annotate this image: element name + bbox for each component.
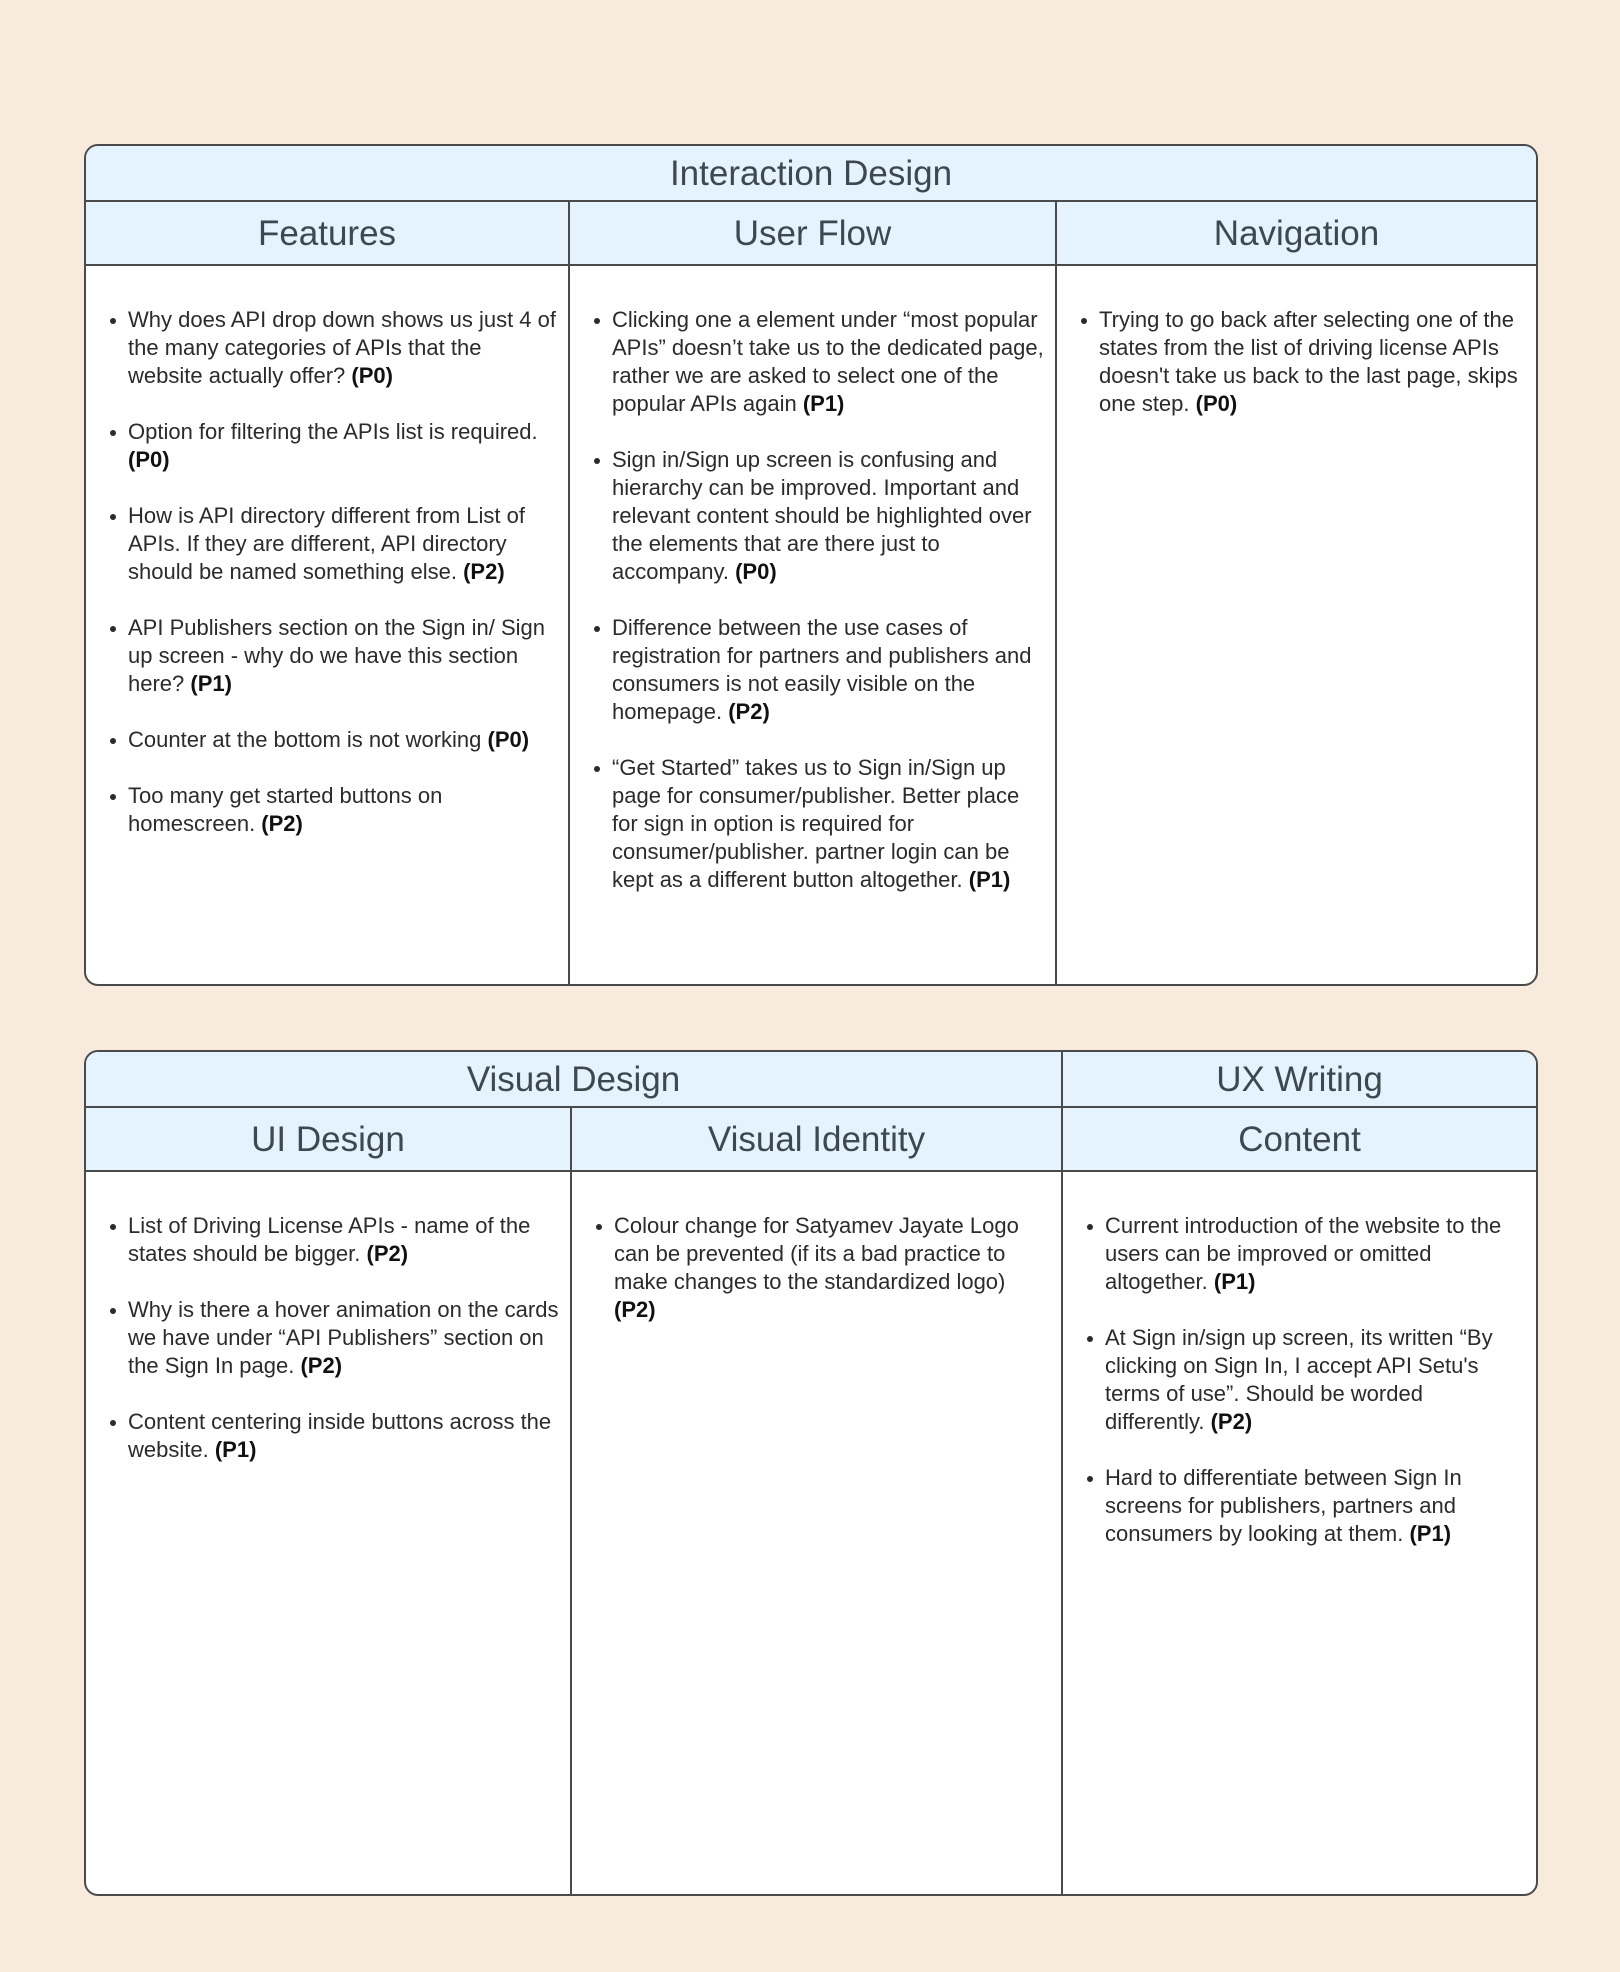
priority-tag: (P2) — [1210, 1409, 1253, 1434]
priority-tag: (P0) — [487, 727, 530, 752]
item-text: Counter at the bottom is not working — [128, 727, 488, 752]
visual-design-board — [84, 1050, 1538, 1896]
item-text: Current introduction of the website to the users can be improved or omitted altogether. — [1105, 1213, 1502, 1294]
list-item — [1099, 306, 1526, 418]
content-column — [1063, 1172, 1536, 1894]
item-text: API Publishers section on the Sign in/ Sign up screen - why do we have this section here? — [128, 615, 546, 696]
ux-writing-title: UX Writing — [1063, 1052, 1536, 1108]
list-item — [612, 306, 1045, 418]
item-text: Why does API drop down shows us just 4 of the many categories of APIs that the website actually offer? — [128, 307, 557, 388]
item-text: Trying to go back after selecting one of the states from the list of driving license APIs doesn't take us back to the last page, skips one step. — [1099, 307, 1518, 416]
item-text: Difference between the use cases of registration for partners and publishers and consumers is not easily visible on the homepage. — [612, 615, 1032, 724]
visual-identity-column — [572, 1172, 1063, 1894]
list-item — [1105, 1464, 1526, 1548]
interaction-design-title: Interaction Design — [86, 146, 1536, 202]
content-heading: Content — [1063, 1108, 1536, 1172]
item-text: Hard to differentiate between Sign In screens for publishers, partners and consumers by looking at them. — [1105, 1465, 1462, 1546]
ui-design-heading: UI Design — [86, 1108, 572, 1172]
features-column — [86, 266, 570, 984]
list-item — [614, 1212, 1051, 1324]
features-list — [104, 306, 558, 838]
list-item — [612, 614, 1045, 726]
priority-tag: (P1) — [1213, 1269, 1256, 1294]
priority-tag: (P1) — [1409, 1521, 1452, 1546]
content-list — [1081, 1212, 1526, 1548]
navigation-heading: Navigation — [1057, 202, 1536, 266]
item-text: Content centering inside buttons across the website. — [128, 1409, 552, 1462]
interaction-design-board — [84, 144, 1538, 986]
priority-tag: (P2) — [463, 559, 505, 584]
item-text: Too many get started buttons on homescreen. — [128, 783, 443, 836]
priority-tag: (P1) — [968, 867, 1011, 892]
list-item — [128, 418, 558, 474]
priority-tag: (P2) — [261, 811, 303, 836]
priority-tag: (P0) — [351, 363, 393, 388]
priority-tag: (P1) — [190, 671, 232, 696]
priority-tag: (P1) — [214, 1437, 257, 1462]
priority-tag: (P1) — [802, 391, 845, 416]
list-item — [128, 502, 558, 586]
list-item — [128, 306, 558, 390]
list-item — [128, 1408, 560, 1464]
user-flow-list — [588, 306, 1045, 894]
navigation-list — [1075, 306, 1526, 418]
navigation-column — [1057, 266, 1536, 984]
item-text: “Get Started” takes us to Sign in/Sign up page for consumer/publisher. Better place for sign in option is required for consumer/publisher. partner login can be kept as a different button altogether. — [612, 755, 1020, 892]
list-item — [1105, 1324, 1526, 1436]
item-text: List of Driving License APIs - name of the states should be bigger. — [128, 1213, 531, 1266]
list-item — [612, 446, 1045, 586]
visual-identity-heading: Visual Identity — [572, 1108, 1063, 1172]
priority-tag: (P2) — [614, 1297, 656, 1322]
list-item — [128, 1212, 560, 1268]
priority-tag: (P2) — [300, 1353, 343, 1378]
item-text: Option for filtering the APIs list is required. — [128, 419, 538, 444]
ui-design-list — [104, 1212, 560, 1464]
priority-tag: (P2) — [728, 699, 770, 724]
visual-identity-list — [590, 1212, 1051, 1324]
list-item — [128, 782, 558, 838]
ui-design-column — [86, 1172, 572, 1894]
item-text: Colour change for Satyamev Jayate Logo can be prevented (if its a bad practice to make changes to the standardized logo) — [614, 1213, 1019, 1294]
item-text: At Sign in/sign up screen, its written “By clicking on Sign In, I accept API Setu's terms of use”. Should be worded differently. — [1105, 1325, 1493, 1434]
item-text: Why is there a hover animation on the cards we have under “API Publishers” section on the Sign In page. — [128, 1297, 559, 1378]
priority-tag: (P0) — [735, 559, 777, 584]
list-item — [128, 614, 558, 698]
item-text: How is API directory different from List of APIs. If they are different, API directory should be named something else. — [128, 503, 525, 584]
priority-tag: (P0) — [128, 447, 170, 472]
user-flow-column — [570, 266, 1057, 984]
list-item — [1105, 1212, 1526, 1296]
features-heading: Features — [86, 202, 570, 266]
user-flow-heading: User Flow — [570, 202, 1057, 266]
list-item — [128, 726, 558, 754]
visual-design-title: Visual Design — [86, 1052, 1063, 1108]
list-item — [128, 1296, 560, 1380]
priority-tag: (P2) — [366, 1241, 409, 1266]
item-text: Clicking one a element under “most popular APIs” doesn’t take us to the dedicated page, rather we are asked to select one of the popular APIs again — [612, 307, 1044, 416]
item-text: Sign in/Sign up screen is confusing and hierarchy can be improved. Important and relevant content should be highlighted over the elements that are there just to accompany. — [612, 447, 1032, 584]
priority-tag: (P0) — [1195, 391, 1238, 416]
list-item — [612, 754, 1045, 894]
